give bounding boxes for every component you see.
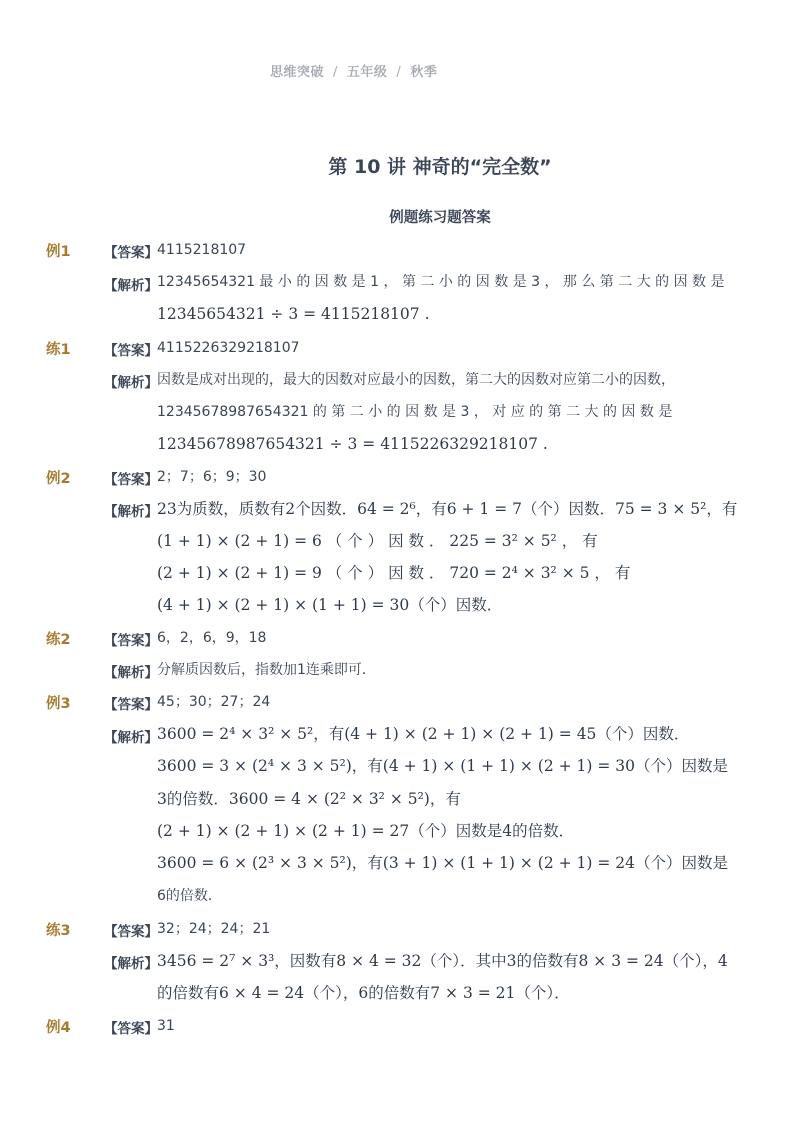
- answer-tag: 【答案】: [104, 343, 158, 359]
- analysis-line: [157, 951, 728, 972]
- answer-value: 4115218107: [157, 242, 247, 258]
- problem-label: 例4: [46, 1020, 71, 1036]
- analysis-math: 12345654321 ÷ 3 = 4115218107 .: [157, 305, 430, 323]
- answer-value: 32；24；24；21: [157, 921, 271, 937]
- analysis-line: [157, 370, 714, 390]
- breadcrumb-separator: /: [396, 65, 402, 80]
- analysis-tag: 【解析】: [104, 665, 158, 681]
- analysis-line: [157, 821, 714, 842]
- analysis-text: 因数是成对出现的，最大的因数对应最小的因数，第二大的因数对应第二小的因数，: [157, 372, 675, 388]
- analysis-math: 23为质数，质数有2个因数．64 = 2⁶，有6 + 1 = 7（个）因数．75 = 3 × 5²，有: [157, 500, 738, 518]
- problem-label: 练3: [46, 923, 71, 939]
- analysis-math: 3600 = 3 × (2⁴ × 3 × 5²)，有(4 + 1) × (1 + 1) × (2 + 1) = 30（个）因数是: [157, 757, 729, 775]
- analysis-math: (2 + 1) × (2 + 1) = 9 （ 个 ） 因 数 ． 720 = 2⁴ × 3² × 5 ， 有: [157, 564, 631, 582]
- analysis-line: [157, 853, 729, 874]
- answer-tag: 【答案】: [104, 472, 158, 488]
- analysis-line: [157, 983, 714, 1004]
- breadcrumb-item: 思维突破: [270, 65, 325, 80]
- analysis-math: 3600 = 2⁴ × 3² × 5²，有(4 + 1) × (2 + 1) × (2 + 1) = 45（个）因数．: [157, 725, 690, 743]
- analysis-line: [157, 789, 714, 810]
- analysis-tag: 【解析】: [104, 278, 158, 294]
- breadcrumb-item: 秋季: [410, 65, 438, 80]
- answer-tag: 【答案】: [104, 924, 158, 940]
- analysis-tag: 【解析】: [104, 956, 158, 972]
- analysis-tag: 【解析】: [104, 730, 158, 746]
- answer-tag: 【答案】: [104, 633, 158, 649]
- analysis-text: 分解质因数后，指数加1连乘即可．: [157, 662, 376, 678]
- answer-value: 45；30；27；24: [157, 694, 271, 710]
- analysis-line: [157, 886, 714, 906]
- analysis-line: [157, 402, 714, 422]
- analysis-math: (4 + 1) × (2 + 1) × (1 + 1) = 30（个）因数．: [157, 596, 503, 614]
- breadcrumb-separator: /: [333, 65, 338, 80]
- page-title: 第 10 讲 神奇的“完全数”: [328, 156, 552, 178]
- analysis-line: [157, 595, 714, 616]
- analysis-math: 3600 = 6 × (2³ × 3 × 5²)，有(3 + 1) × (1 + 1) × (2 + 1) = 24（个）因数是: [157, 854, 729, 872]
- answer-value: 6，2，6，9，18: [157, 630, 267, 646]
- analysis-math: 3456 = 2⁷ × 3³，因数有8 × 4 = 32（个）．其中3的倍数有8 × 3 = 24（个），4: [157, 952, 728, 970]
- problem-label: 练1: [46, 342, 71, 358]
- answer-value: 31: [157, 1018, 175, 1034]
- analysis-math: (1 + 1) × (2 + 1) = 6 （ 个 ） 因 数 ． 225 = 3² × 5² ， 有: [157, 532, 598, 550]
- analysis-math: 3的倍数．3600 = 4 × (2² × 3² × 5²)，有: [157, 790, 461, 808]
- analysis-line: [157, 272, 725, 292]
- analysis-line: [157, 660, 714, 680]
- breadcrumb: [270, 61, 437, 80]
- analysis-line: [157, 304, 714, 325]
- analysis-line: [157, 434, 714, 455]
- analysis-text: 12345654321 最 小 的 因 数 是 1 ， 第 二 小 的 因 数 是 3 ， 那 么 第 二 大 的 因 数 是: [157, 274, 725, 290]
- problem-label: 例3: [46, 696, 71, 712]
- analysis-text: 6的倍数．: [157, 888, 222, 904]
- analysis-line: [157, 531, 714, 552]
- section-subtitle: 例题练习题答案: [389, 210, 491, 226]
- analysis-tag: 【解析】: [104, 504, 158, 520]
- analysis-math: (2 + 1) × (2 + 1) × (2 + 1) = 27（个）因数是4的倍数．: [157, 822, 575, 840]
- breadcrumb-item: 五年级: [346, 65, 388, 80]
- analysis-tag: 【解析】: [104, 375, 158, 391]
- analysis-line: [157, 563, 714, 584]
- answer-value: 4115226329218107: [157, 340, 300, 356]
- answer-value: 2；7；6；9；30: [157, 469, 267, 485]
- analysis-line: [157, 724, 714, 745]
- answer-tag: 【答案】: [104, 245, 158, 261]
- problem-label: 例1: [46, 244, 71, 260]
- analysis-text: 12345678987654321 的 第 二 小 的 因 数 是 3 ， 对 应 的 第 二 大 的 因 数 是: [157, 404, 673, 420]
- analysis-math: 12345678987654321 ÷ 3 = 4115226329218107 .: [157, 435, 548, 453]
- analysis-math: 的倍数有6 × 4 = 24（个），6的倍数有7 × 3 = 21（个）．: [157, 984, 570, 1002]
- answer-tag: 【答案】: [104, 697, 158, 713]
- answer-tag: 【答案】: [104, 1021, 158, 1037]
- problem-label: 练2: [46, 632, 71, 648]
- analysis-line: [157, 756, 729, 777]
- problem-label: 例2: [46, 471, 71, 487]
- analysis-line: [157, 499, 738, 520]
